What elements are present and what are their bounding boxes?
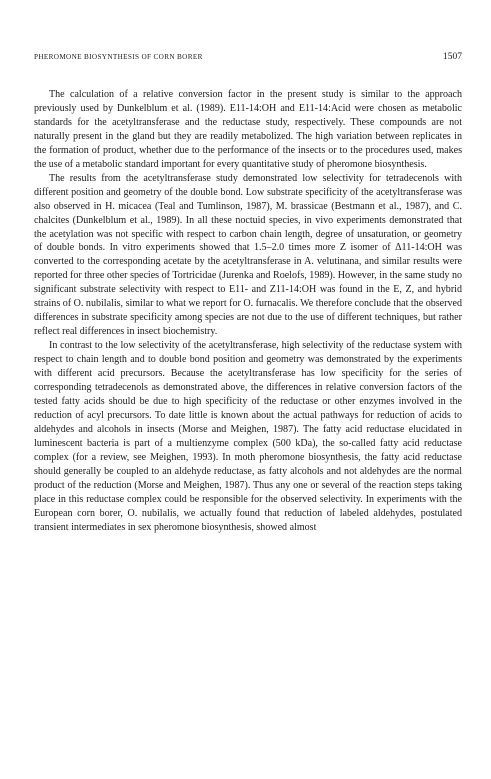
paragraph-2: The results from the acetyltransferase study demonstrated low selectivity for tetradecenols with different position and geometry of the double bond. Low substrate specificity of the acetyltransferase was also observed in H. micacea (Teal and Tumlinson, 1987), M. brassicae (Bestmann et al., 1987), and C. chalcites (Dunkelblum et al., 1989). In all these noctuid species, in vivo experiments demonstrated that the acetylation was not specific with respect to carbon chain length, degree of unsaturation, or geometry of double bonds. In vitro experiments showed that 1.5–2.0 times more Z isomer of Δ11-14:OH was converted to the corresponding acetate by the acetyltransferase in A. velutinana, and similar results were reported for three other species of Tortricidae (Jurenka and Roelofs, 1989). However, in the same study no significant substrate selectivity with respect to E11- and Z11-14:OH was found in the E, Z, and hybrid strains of O. nubilalis, similar to what we report for O. furnacalis. We therefore conclude that the observed differences in substrate specificity among species are not due to the use of different techniques, but rather reflect real differences in insect biochemistry.	[34, 172, 462, 338]
running-title: PHEROMONE BIOSYNTHESIS OF CORN BORER	[34, 53, 203, 61]
running-head	[34, 52, 462, 62]
paragraph-3: In contrast to the low selectivity of the acetyltransferase, high selectivity of the reductase system with respect to chain length and to double bond position and geometry was demonstrated by the experiments with different acid precursors. Because the acetyltransferase has low specificity for the series of corresponding tetradecenols as demonstrated above, the differences in relative conversion factors of the tested fatty acids should be due to high specificity of the reductase or other enzymes involved in the reduction of acyl precursors. To date little is known about the actual pathways for reduction of acids to aldehydes and alcohols in insects (Morse and Meighen, 1987). The fatty acid reductase elucidated in luminescent bacteria is part of a multienzyme complex (500 kDa), the so-called fatty acid reductase complex (for a review, see Meighen, 1993). In moth pheromone biosynthesis, the fatty acid reductase should generally be coupled to an aldehyde reductase, as fatty alcohols and not aldehydes are the normal product of the reduction (Morse and Meighen, 1987). Thus any one or several of the reaction steps taking place in this reductase complex could be responsible for the observed selectivity. In experiments with the European corn borer, O. nubilalis, we actually found that reduction of labeled aldehydes, postulated transient intermediates in sex pheromone biosynthesis, showed almost	[34, 340, 462, 533]
page-number: 1507	[443, 52, 462, 62]
paragraph-1: The calculation of a relative conversion factor in the present study is similar to the approach previously used by Dunkelblum et al. (1989). E11-14:OH and E11-14:Acid were chosen as metabolic standards for the acetyltransferase and the reductase study, respectively. These compounds are not naturally present in the gland but they are readily metabolized. The high variation between replicates in the formation of product, whether due to the performance of the insects or to the procedures used, makes the use of a metabolic standard important for every quantitative study of pheromone biosynthesis.	[34, 89, 462, 170]
journal-page	[34, 52, 462, 535]
